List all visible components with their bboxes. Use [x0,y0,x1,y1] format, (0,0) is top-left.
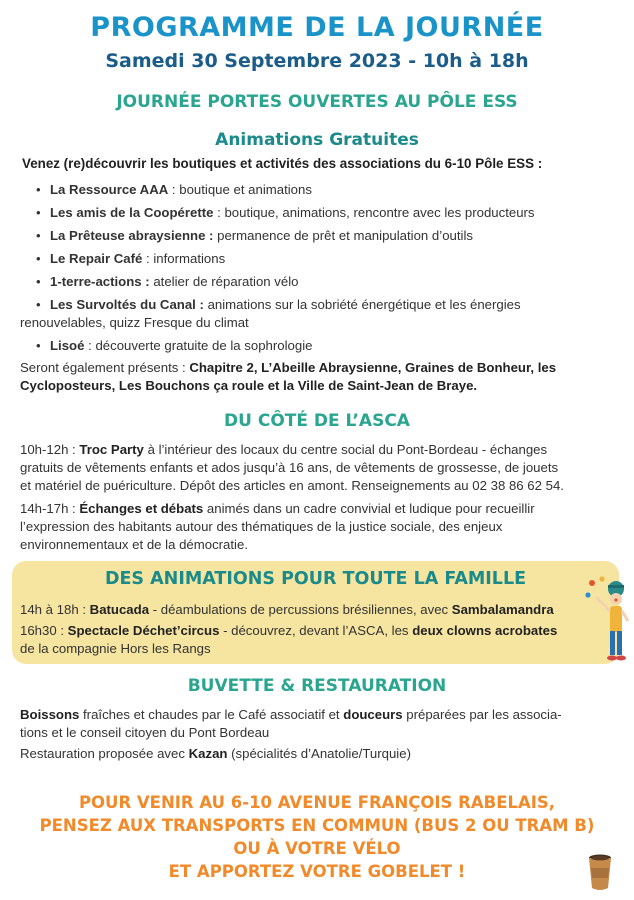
list-item: • Lisoé : découverte gratuite de la sophrologie [20,337,620,355]
list-item: • Les Survoltés du Canal : animations sur la sobriété énergétique et les énergies renouvelables, quizz Fresque du climat [20,296,620,332]
footer-transport-message: POUR VENIR AU 6-10 AVENUE FRANÇOIS RABELAIS, PENSEZ AUX TRANSPORTS EN COMMUN (BUS 2 OU TRAM B) OU À VOTRE VÉLO ET APPORTEZ VOTRE GOBELET ! [39,793,595,881]
association-list [20,181,620,360]
troc-party-text: 10h-12h : Troc Party à l’intérieur des locaux du centre social du Pont-Bordeau - échanges gratuits de vêtements enfants et ados jusqu’à 16 ans, de vêtements de grossesse, de jouets et matériel de puériculture. Dépôt des articles en amont. Renseignements au 02 38 86 62 54. [20,442,564,493]
boissons-text: Boissons fraîches et chaudes par le Café associatif et douceurs préparées par les associa- tions et le conseil citoyen du Pont Bordeau [20,707,562,740]
asca-heading: DU CÔTÉ DE L’ASCA [224,411,410,431]
restauration-text: Restauration proposée avec Kazan (spécialités d’Anatolie/Turquie) [20,746,411,761]
list-item: • 1-terre-actions : atelier de réparation vélo [20,273,620,291]
list-item: • La Prêteuse abraysienne : permanence de prêt et manipulation d’outils [20,227,620,245]
list-item: • La Ressource AAA : boutique et animations [20,181,620,199]
clown-juggler-icon [580,575,630,665]
buvette-heading: BUVETTE & RESTAURATION [187,676,447,696]
batucada-text: 14h à 18h : Batucada - déambulations de percussions brésiliennes, avec Sambalamandra [20,602,554,617]
animations-gratuites-heading: Animations Gratuites [215,130,419,150]
portes-ouvertes-heading: JOURNÉE PORTES OUVERTES AU PÔLE ESS [116,92,518,112]
famille-heading: DES ANIMATIONS POUR TOUTE LA FAMILLE [104,569,527,589]
page-title: PROGRAMME DE LA JOURNÉE [90,12,544,43]
coffee-cup-icon [585,852,615,892]
spectacle-text: 16h30 : Spectacle Déchet’circus - découvrez, devant l’ASCA, les deux clowns acrobates de la compagnie Hors les Rangs [20,623,558,656]
also-present-text: Seront également présents : Chapitre 2, L’Abeille Abraysienne, Graines de Bonheur, les Cycloposteurs, Les Bouchons ça roule et la Ville de Saint-Jean de Braye. [20,360,557,393]
list-item: • Le Repair Café : informations [20,250,620,268]
event-date: Samedi 30 Septembre 2023 - 10h à 18h [105,50,529,72]
intro-text: Venez (re)découvrir les boutiques et activités des associations du 6-10 Pôle ESS : [22,156,543,171]
list-item: • Les amis de la Coopérette : boutique, animations, rencontre avec les producteurs [20,204,620,222]
debats-text: 14h-17h : Échanges et débats animés dans un cadre convivial et ludique pour recueillir l’expression des habitants autour des thématiques de la justice sociale, des enjeux environnementaux et de la démocratie. [20,501,535,552]
